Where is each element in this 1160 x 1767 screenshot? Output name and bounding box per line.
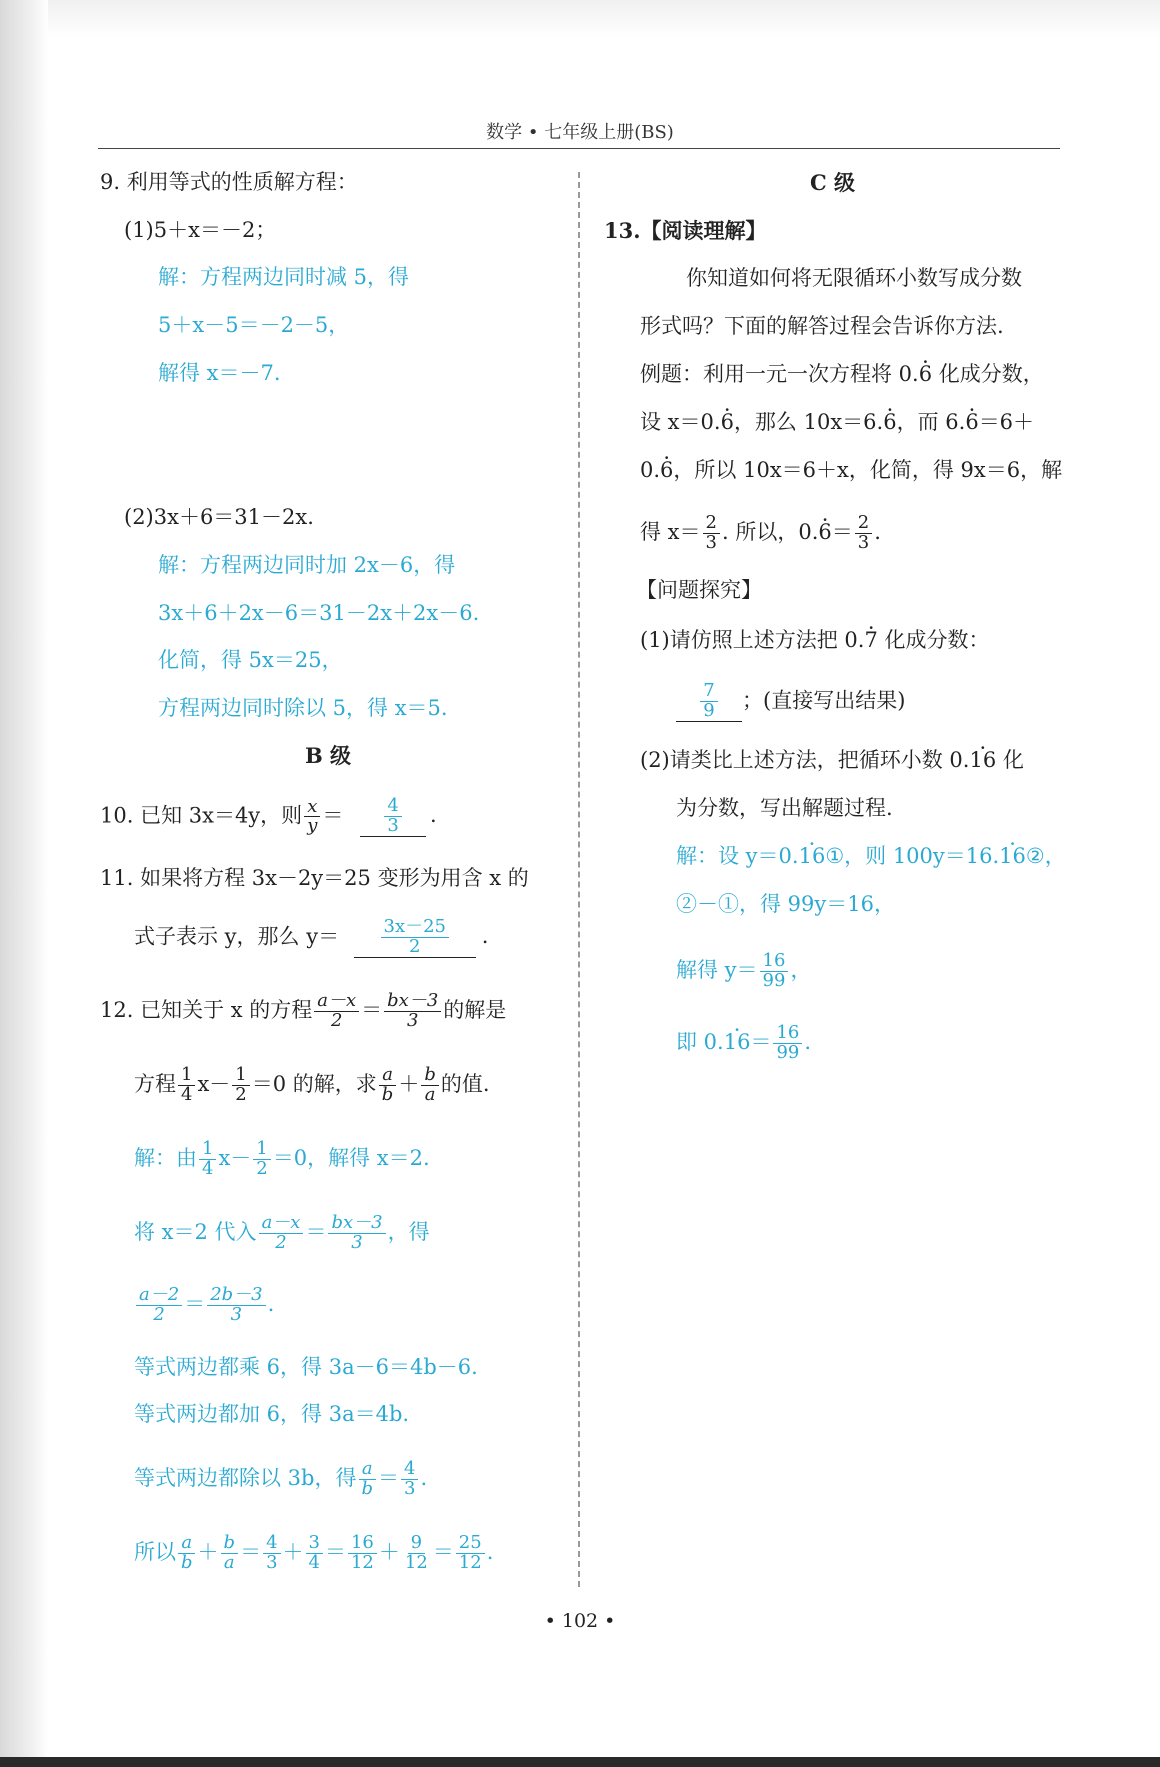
q12-s7-ba-num: b (221, 1534, 239, 1554)
q13-s3-frac-num: 16 (760, 952, 789, 972)
q12-s1-pre: 解：由 (134, 1145, 197, 1170)
q9-part2-step3: 化简，得 5x＝25， (158, 648, 343, 672)
repeating-digit: · 6 (965, 412, 978, 433)
q13-e1-note: ；(直接写出结果) (742, 688, 906, 713)
q13-p6-end: . (874, 519, 881, 544)
page-number: • 102 • (544, 1610, 616, 1632)
q10-answer (384, 797, 401, 836)
q13-p6-c: ＝ (831, 519, 853, 544)
q12-s7-term (402, 1534, 431, 1573)
q12-frac1 (314, 992, 359, 1031)
q12-s7-ba (221, 1534, 239, 1573)
level-b-heading: B 级 (305, 743, 352, 768)
q12-s2-frac2-num: bx－3 (328, 1214, 385, 1234)
q12-s7-term-den: 12 (350, 1551, 374, 1573)
q12-s2-frac2 (328, 1214, 385, 1253)
q10-denominator: y (307, 815, 318, 837)
page-shadow-top (0, 0, 1160, 38)
q12-s6-frac1-num: a (359, 1460, 376, 1480)
q12-s7-term-den: 3 (266, 1551, 278, 1573)
q11-answer-den: 2 (409, 935, 421, 957)
q12-s7-ab-den: b (181, 1551, 193, 1573)
q13-s3-end: ， (790, 957, 812, 982)
q12-s7-pre: 所以 (134, 1539, 176, 1564)
q11-line1: 11. 如果将方程 3x－2y＝25 变形为用含 x 的 (100, 866, 529, 890)
q13-s1-b: ①，则 100y＝16. (825, 844, 1000, 868)
q12-half (232, 1066, 249, 1105)
q12-step5: 等式两边都加 6，得 3a＝4b. (134, 1402, 410, 1426)
q12-l2-mid: x－ (197, 1071, 231, 1096)
repeating-digit: · 6 (818, 522, 831, 543)
q13-explore-1 (640, 630, 990, 651)
q9-part1-step2: 5＋x－5＝－2－5， (158, 313, 350, 337)
q12-s2-frac1-num: a－x (259, 1214, 304, 1234)
q9-part2-step4: 方程两边同时除以 5，得 x＝5. (158, 696, 448, 720)
q13-s4-end: . (804, 1029, 812, 1054)
q13-p4-e: ＝6＋ (978, 410, 1035, 434)
q13-s4-pre: 即 0. (676, 1029, 724, 1054)
q12-s7-op: ＋ (378, 1539, 400, 1564)
q9-part1-step1: 解：方程两边同时减 5，得 (158, 265, 410, 289)
q13-s1-a: 解：设 y＝0. (676, 844, 799, 868)
q12-s3-frac2 (207, 1286, 265, 1325)
q10-numerator: x (304, 798, 320, 818)
q13-p6-a: 得 x＝ (640, 519, 701, 544)
q13-para1: 你知道如何将无限循环小数写成分数 (686, 266, 1022, 290)
q12-frac2-den: 3 (407, 1009, 419, 1031)
q13-p6-frac1-den: 3 (705, 531, 717, 553)
q12-s2-eq: ＝ (305, 1219, 327, 1244)
q13-para6 (640, 514, 881, 553)
header-rule (98, 148, 1060, 149)
q12-step3 (134, 1286, 274, 1325)
q12-s2-pre: 将 x＝2 代入 (134, 1219, 257, 1244)
q12-l1-text: 12. 已知关于 x 的方程 (100, 997, 313, 1022)
repeating-digit: · 6 (721, 412, 734, 433)
q12-s6-frac2 (401, 1460, 418, 1499)
column-divider (578, 172, 580, 1587)
q12-s7-term-num: 3 (306, 1534, 323, 1554)
q12-frac2-num: bx－3 (384, 992, 441, 1012)
repeating-digit: · 6 (919, 364, 932, 385)
q12-s1-frac2 (253, 1140, 270, 1179)
q12-frac1-den: 2 (330, 1009, 343, 1031)
q13-explore-2-line2: 为分数，写出解题过程. (676, 796, 893, 820)
q12-s1-frac2-den: 2 (256, 1157, 268, 1179)
q12-s7-term-num: 9 (408, 1534, 425, 1554)
q12-s1-frac1 (199, 1140, 216, 1179)
q13-e2-pre: (2)请类比上述方法，把循环小数 0. (640, 748, 970, 772)
q13-p6-frac2 (855, 514, 872, 553)
q12-s7-term (348, 1534, 377, 1573)
q12-step4: 等式两边都乘 6，得 3a－6＝4b－6. (134, 1355, 478, 1379)
q12-frac1-num: a－x (314, 992, 359, 1012)
q10-text: 10. 已知 3x＝4y，则 (100, 803, 303, 828)
q12-s6-frac2-num: 4 (401, 1460, 418, 1480)
q12-s2-frac2-den: 3 (351, 1231, 363, 1253)
q13-p3-pre: 例题：利用一元一次方程将 0. (640, 362, 919, 386)
q13-e2-post: 化 (996, 748, 1024, 772)
q12-line1 (100, 992, 506, 1031)
q10-answer-den: 3 (387, 814, 399, 836)
q12-step2 (134, 1214, 430, 1253)
q11-answer-num: 3x－25 (381, 918, 450, 938)
q12-s7-term (263, 1534, 280, 1573)
q12-s7-ab-num: a (178, 1534, 195, 1554)
q13-s4-frac (773, 1024, 802, 1063)
q12-s7-term-den: 12 (458, 1551, 482, 1573)
q13-solution-step4 (676, 1024, 811, 1063)
q9-title: 9. 利用等式的性质解方程： (100, 170, 358, 194)
q9-part2-label: (2)3x＋6＝31－2x. (124, 505, 314, 529)
repeating-digit: · 6 (883, 412, 896, 433)
q13-s3-frac (760, 952, 789, 991)
q12-s7-plus: ＋ (197, 1539, 219, 1564)
q12-s3-frac1-den: 2 (153, 1303, 165, 1325)
q11-line2 (134, 918, 488, 958)
q13-p5-b: ，所以 10x＝6＋x，化简，得 9x＝6，解 (673, 458, 1063, 482)
q12-s2-frac1 (259, 1214, 304, 1253)
q13-p3-post: 化成分数， (932, 362, 1044, 386)
q12-s7-ba-den: a (223, 1551, 235, 1573)
q10-answer-num: 4 (384, 797, 401, 817)
q13-solution-step3 (676, 952, 811, 991)
q12-s1-post: ＝0，解得 x＝2. (272, 1145, 430, 1170)
q12-s3-end: . (267, 1291, 275, 1316)
q13-e1-pre: (1)请仿照上述方法把 0. (640, 628, 865, 652)
q12-eq: ＝ (361, 997, 383, 1022)
repeating-digits: · 16 (724, 1032, 751, 1053)
q12-b-over-a (421, 1066, 439, 1105)
q13-title: 13.【阅读理解】 (604, 218, 767, 243)
q13-p6-frac2-num: 2 (855, 514, 872, 534)
q12-plus: ＋ (398, 1071, 420, 1096)
q9-part2-step1: 解：方程两边同时加 2x－6，得 (158, 553, 456, 577)
q10 (100, 797, 437, 837)
q12-s3-frac1 (136, 1286, 182, 1325)
q12-s1-frac1-num: 1 (199, 1140, 216, 1160)
q13-para3 (640, 364, 1044, 385)
q13-p5-a: 0. (640, 458, 661, 482)
q12-step1 (134, 1140, 430, 1179)
q12-ab-num: a (379, 1066, 396, 1086)
q11-end: . (481, 924, 489, 949)
q13-e1-answer (700, 682, 717, 721)
q12-l2-text: 方程 (134, 1071, 176, 1096)
q13-e1-answer-blank (676, 682, 742, 722)
q12-s7-ab (178, 1534, 196, 1573)
q11-answer-blank (354, 918, 476, 958)
repeating-digit: · 7 (864, 630, 877, 651)
q13-p6-b: . 所以，0. (721, 519, 819, 544)
q12-half-num: 1 (232, 1066, 249, 1086)
q12-s3-frac2-num: 2b－3 (207, 1286, 265, 1306)
q12-s3-frac1-num: a－2 (136, 1286, 182, 1306)
q12-a-over-b (379, 1066, 397, 1105)
q12-s7-op: ＝ (240, 1539, 262, 1564)
q13-p4-c: ，而 6. (896, 410, 966, 434)
q13-explore-2-line1 (640, 750, 1024, 771)
q12-s1-frac2-num: 1 (253, 1140, 270, 1160)
q13-para5 (640, 460, 1062, 481)
q12-s3-eq: ＝ (184, 1291, 206, 1316)
q11-answer (381, 918, 450, 957)
repeating-digits: · 16 (969, 750, 996, 771)
q12-s1-frac1-den: 4 (202, 1157, 214, 1179)
page-shadow-left (0, 0, 48, 1767)
q11-text: 式子表示 y，那么 y＝ (134, 924, 340, 949)
q12-s7-op: ＝ (324, 1539, 346, 1564)
q12-s6-eq: ＝ (378, 1465, 400, 1490)
q12-s2-post: ，得 (387, 1219, 430, 1244)
q13-s4-frac-num: 16 (773, 1024, 802, 1044)
q13-s3-pre: 解得 y＝ (676, 957, 758, 982)
q12-ab-den: b (381, 1083, 394, 1105)
q13-e1-answer-num: 7 (700, 682, 717, 702)
q13-p4-b: ，那么 10x＝6. (733, 410, 884, 434)
q12-s7-term (306, 1534, 323, 1573)
bottom-bar (0, 1757, 1160, 1767)
q12-quarter-den: 4 (181, 1083, 193, 1105)
q9-part1-label: (1)5＋x＝－2； (124, 218, 277, 242)
q12-s7-op: ＝ (432, 1539, 454, 1564)
repeating-digits: · 16 (999, 846, 1026, 867)
q12-half-den: 2 (235, 1083, 247, 1105)
q12-s7-term-den: 4 (308, 1551, 320, 1573)
q9-part2-step2: 3x＋6＋2x－6＝31－2x＋2x－6. (158, 601, 480, 625)
q12-s7-end: . (486, 1539, 494, 1564)
q13-e1-answer-den: 9 (703, 699, 715, 721)
q13-s3-frac-den: 99 (762, 969, 786, 991)
q10-answer-blank (360, 797, 426, 837)
q12-l1-post: 的解是 (443, 997, 507, 1022)
q13-explore-heading: 【问题探究】 (636, 578, 762, 602)
page-header: 数学 • 七年级上册(BS) (486, 122, 674, 143)
level-c-heading: C 级 (810, 170, 856, 195)
q12-s6-frac2-den: 3 (404, 1477, 416, 1499)
q13-p6-frac1-num: 2 (703, 514, 720, 534)
q12-quarter (178, 1066, 195, 1105)
q12-ba-den: a (424, 1083, 436, 1105)
q12-s3-frac2-den: 3 (230, 1303, 243, 1325)
q13-s4-eq: ＝ (750, 1029, 772, 1054)
q10-equals: ＝ (322, 803, 344, 828)
q13-explore-1-answer (676, 682, 905, 722)
q13-solution-step2: ②－①，得 99y＝16， (676, 892, 895, 916)
q13-solution-step1 (676, 846, 1066, 867)
q12-s7-term-den: 12 (404, 1551, 428, 1573)
q12-s7-term-num: 4 (263, 1534, 280, 1554)
q12-s7-term-num: 16 (348, 1534, 377, 1554)
q12-s2-frac1-den: 2 (275, 1231, 287, 1253)
q12-step6 (134, 1460, 427, 1499)
q13-s4-frac-den: 99 (776, 1041, 800, 1063)
q12-ba-num: b (421, 1066, 439, 1086)
q13-e1-post: 化成分数： (877, 628, 990, 652)
q12-s6-frac1 (358, 1460, 376, 1499)
q12-s7-term-num: 25 (456, 1534, 485, 1554)
q13-s1-c: ②， (1025, 844, 1066, 868)
q12-quarter-num: 1 (178, 1066, 195, 1086)
q12-s7-term (456, 1534, 485, 1573)
q13-p4-a: 设 x＝0. (640, 410, 721, 434)
q13-p6-frac1 (703, 514, 720, 553)
q12-s6-pre: 等式两边都除以 3b，得 (134, 1465, 357, 1490)
q12-s6-frac1-den: b (361, 1477, 374, 1499)
repeating-digit: · 6 (660, 460, 673, 481)
q12-step7 (134, 1534, 493, 1573)
q13-para2: 形式吗？下面的解答过程会告诉你方法. (640, 314, 1004, 338)
q12-frac2 (384, 992, 441, 1031)
q12-s7-op: ＋ (282, 1539, 304, 1564)
q12-line2 (134, 1066, 490, 1105)
q12-s1-mid: x－ (218, 1145, 252, 1170)
q12-s6-end: . (420, 1465, 428, 1490)
q13-para4 (640, 412, 1034, 433)
q13-p6-frac2-den: 3 (857, 531, 870, 553)
repeating-digits: · 16 (799, 846, 826, 867)
q12-l2-mid2: ＝0 的解，求 (251, 1071, 377, 1096)
q9-part1-step3: 解得 x＝－7. (158, 361, 281, 385)
q10-fraction (304, 795, 320, 837)
q12-l2-post: 的值. (440, 1071, 490, 1096)
q10-end: . (430, 803, 437, 828)
